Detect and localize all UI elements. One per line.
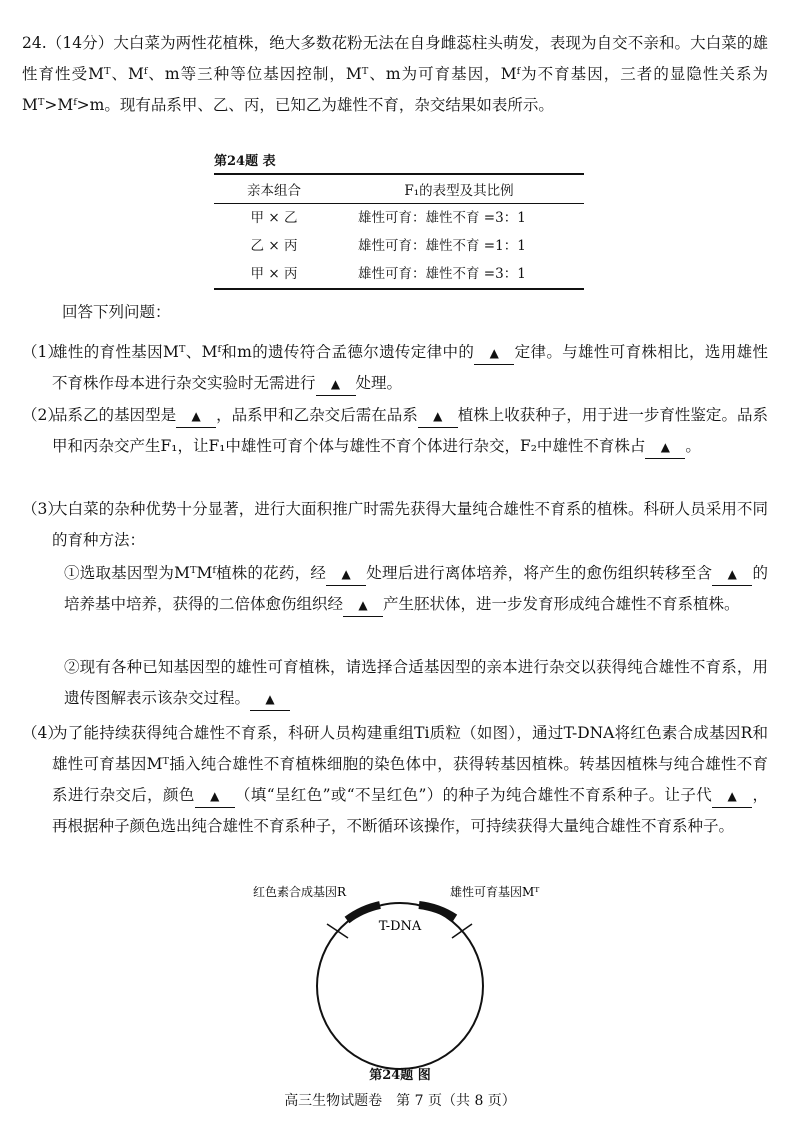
tdna-border-right	[452, 924, 472, 938]
q2-text-c: 植株上收获种子，用于进一步育性鉴定。品系甲和丙杂交产生F₁，让F₁中雄性可育个体与雄性不育个体进行杂交，F₂中雄性不育株占	[52, 406, 768, 455]
answer-blank	[316, 372, 356, 396]
q2-text-b: ，品系甲和乙杂交后需在品系	[216, 406, 418, 424]
table-cell-cross: 甲 × 乙	[250, 210, 298, 226]
blank-mark-icon: ▲	[341, 567, 351, 581]
cross-result-table	[214, 150, 584, 290]
q1-text-c: 处理。	[355, 374, 403, 392]
q3-s1-c: 的培养基中培养，获得的二倍体愈伤组织经	[64, 564, 768, 613]
q3-method-2	[64, 652, 768, 714]
table-cell-ratio: 雄性可育：雄性不育 =1：1	[358, 238, 526, 254]
question-intro	[22, 28, 768, 121]
q3-intro: 大白菜的杂种优势十分显著，进行大面积推广时需先获得大量纯合雄性不育系的植株。科研人员采用不同的育种方法：	[52, 500, 768, 549]
q4-text	[52, 718, 768, 842]
answer-blank	[645, 435, 685, 459]
table-row	[214, 232, 584, 260]
answer-blank	[712, 784, 752, 808]
blank-mark-icon: ▲	[660, 440, 671, 454]
answer-blank	[712, 562, 752, 586]
gene-mt-segment	[419, 905, 455, 918]
q2-text	[52, 400, 768, 462]
table-cell-cross: 乙 × 丙	[250, 238, 298, 254]
table-cell-ratio: 雄性可育：雄性不育 =3：1	[358, 210, 526, 226]
answer-blank	[195, 784, 235, 808]
blank-mark-icon: ▲	[191, 409, 201, 423]
answer-blank	[326, 562, 366, 586]
answer-blank	[343, 593, 383, 617]
table-row	[214, 260, 584, 289]
tdna-border-left	[327, 924, 348, 938]
blank-mark-icon: ▲	[727, 567, 737, 581]
blank-mark-icon: ▲	[265, 692, 275, 706]
blank-mark-icon: ▲	[330, 377, 341, 391]
q2-text-d: 。	[685, 437, 701, 455]
answer-blank	[176, 404, 216, 428]
blank-mark-icon: ▲	[210, 789, 220, 803]
blank-mark-icon: ▲	[358, 598, 368, 612]
table-header-f1: F₁的表型及其比例	[334, 174, 584, 204]
q3-s1-a: ①选取基因型为MᵀMᶠ植株的花药，经	[64, 564, 327, 582]
q4-text-a: 为了能持续获得纯合雄性不育系，科研人员构建重组Ti质粒（如图），通过T-DNA将红色素合成基因R和雄性可育基因Mᵀ插入纯合雄性不育植株细胞的染色体中，获得转基因植株。转基因植株与纯合雄性不育系进行杂交后，颜色	[52, 724, 768, 804]
q4-text-b: （填“呈红色”或“不呈红色”）的种子为纯合雄性不育系种子。让子代	[234, 786, 713, 804]
blank-mark-icon: ▲	[489, 346, 499, 360]
answer-prompt: 回答下列问题：	[62, 303, 171, 321]
q4-label: （4）	[22, 724, 63, 742]
table-cell-ratio: 雄性可育：雄性不育 =3：1	[334, 260, 584, 289]
question-score: （14分）	[46, 34, 114, 52]
blank-mark-icon: ▲	[727, 789, 737, 803]
q3-method-1	[64, 558, 768, 620]
table-row	[214, 204, 584, 233]
table-header-cross: 亲本组合	[214, 174, 334, 204]
q1-text	[52, 337, 768, 399]
q3-s1-b: 处理后进行离体培养，将产生的愈伤组织转移至含	[366, 564, 713, 582]
table-header-row	[214, 174, 584, 204]
q3-s2-text: ②现有各种已知基因型的雄性可育植株，请选择合适基因型的亲本进行杂交以获得纯合雄性不育系，用遗传图解表示该杂交过程。	[64, 658, 768, 707]
table-cell-cross: 甲 × 丙	[214, 260, 334, 289]
blank-mark-icon: ▲	[433, 409, 443, 423]
question-intro-text: 大白菜为两性花植株，绝大多数花粉无法在自身雌蕊柱头萌发，表现为自交不亲和。大白菜的雄性育性受Mᵀ、Mᶠ、m等三种等位基因控制，Mᵀ、m为可育基因，Mᶠ为不育基因，三者的显隐性关系为Mᵀ>Mᶠ>m。现有品系甲、乙、丙，已知乙为雄性不育，杂交结果如表所示。	[22, 34, 768, 114]
figure-caption: 第24题 图	[369, 1068, 431, 1083]
label-gene-mt: 雄性可育基因Mᵀ	[450, 885, 540, 899]
q2-text-a: 品系乙的基因型是	[52, 406, 177, 424]
q1-text-b: 定律。与雄性可育株相比，选用雄性不育株作母本进行杂交实验时无需进行	[52, 343, 768, 392]
gene-r-segment	[347, 905, 380, 920]
q2-label: （2）	[22, 406, 63, 424]
question-number: 24.	[22, 34, 47, 52]
q3-label: （3）	[22, 500, 63, 518]
answer-blank	[474, 341, 514, 365]
table-caption: 第24题 表	[214, 154, 276, 169]
plasmid-figure	[220, 876, 580, 1076]
label-tdna: T-DNA	[378, 919, 422, 934]
label-gene-r: 红色素合成基因R	[252, 885, 346, 899]
q1-label: （1）	[22, 343, 63, 361]
answer-blank	[250, 687, 290, 711]
page-footer: 高三生物试题卷 第 7 页（共 8 页）	[284, 1093, 516, 1109]
q3-s1-d: 产生胚状体，进一步发育形成纯合雄性不育系植株。	[383, 595, 740, 613]
answer-blank	[418, 404, 458, 428]
q1-text-a: 雄性的育性基因Mᵀ、Mᶠ和m的遗传符合孟德尔遗传定律中的	[52, 343, 475, 361]
q4-text-c: ，再根据种子颜色选出纯合雄性不育系种子，不断循环该操作，可持续获得大量纯合雄性不育系种子。	[52, 786, 768, 835]
